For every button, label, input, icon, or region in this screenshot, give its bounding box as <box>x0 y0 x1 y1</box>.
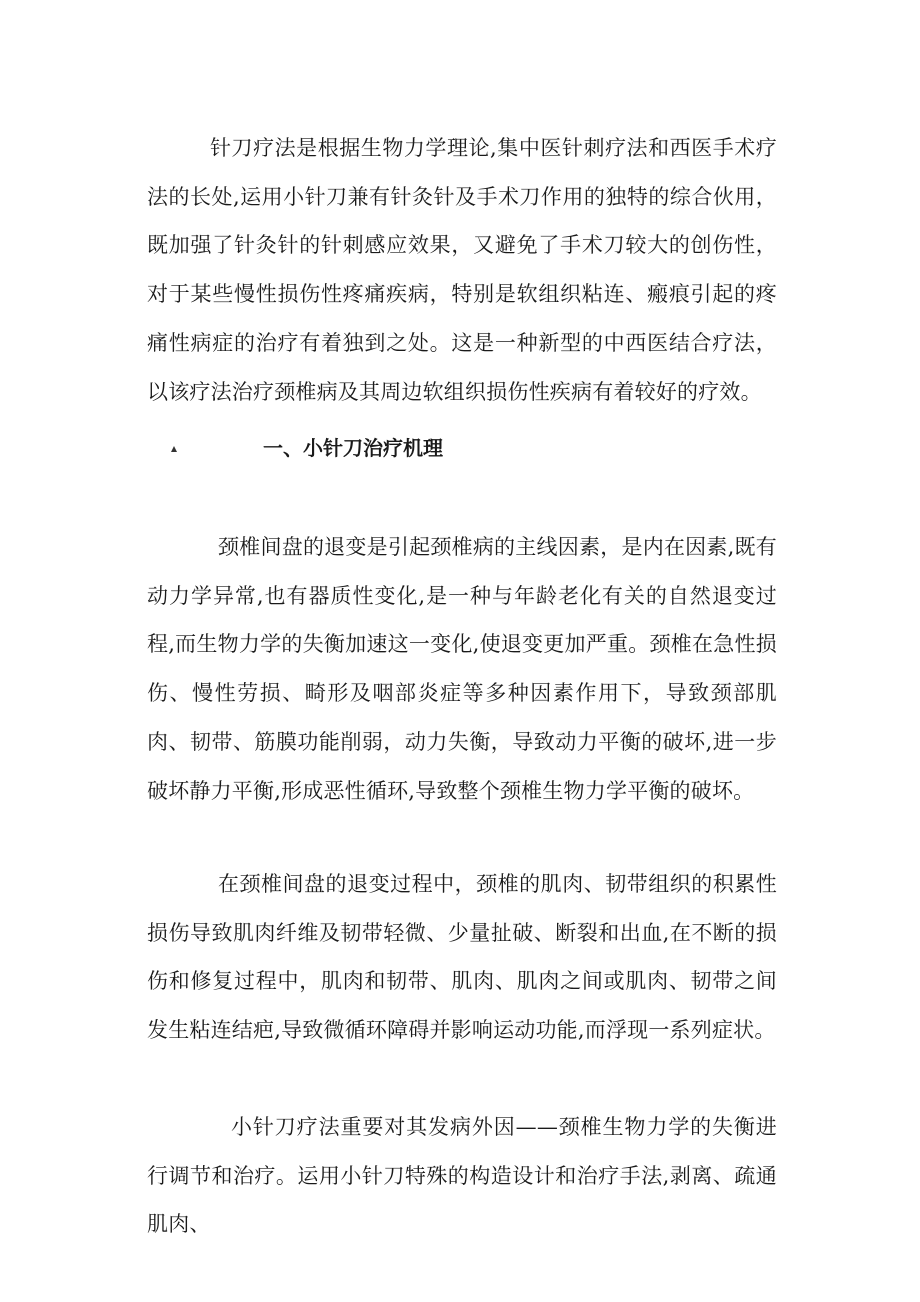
paragraph-intro: 针刀疗法是根据生物力学理论,集中医针刺疗法和西医手术疗法的长处,运用小针刀兼有针灸针及手术刀作用的独特的综合伙用，既加强了针灸针的针刺感应效果，又避免了手术刀较大的创伤性，对于某些慢性损伤性疼痛疾病，特别是软组织粘连、瘢痕引起的疼痛性病症的治疗有着独到之处。这是一种新型的中西医结合疗法，以该疗法治疗颈椎病及其周边软组织损伤性疾病有着较好的疗效。 <box>147 136 777 404</box>
section-heading: 一、小针刀治疗机理 <box>263 436 443 460</box>
bullet-marker-icon <box>171 446 177 452</box>
paragraph-mechanism-2: 在颈椎间盘的退变过程中，颈椎的肌肉、韧带组织的积累性损伤导致肌肉纤维及韧带轻微、少量扯破、断裂和出血,在不断的损伤和修复过程中，肌肉和韧带、肌肉、肌肉之间或肌肉、韧带之间发生粘连结疤,导致微循环障碍并影响运动功能,而浮现一系列症状。 <box>147 872 777 1043</box>
paragraph-mechanism-1: 颈椎间盘的退变是引起颈椎病的主线因素，是内在因素,既有动力学异常,也有器质性变化,是一种与年龄老化有关的自然退变过程,而生物力学的失衡加速这一变化,使退变更加严重。颈椎在急性损伤、慢性劳损、畸形及咽部炎症等多种因素作用下，导致颈部肌肉、韧带、筋膜功能削弱，动力失衡，导致动力平衡的破坏,进一步破坏静力平衡,形成恶性循环,导致整个颈椎生物力学平衡的破坏。 <box>147 535 777 803</box>
paragraph-mechanism-3: 小针刀疗法重要对其发病外因——颈椎生物力学的失衡进行调节和治疗。运用小针刀特殊的构造设计和治疗手法,剥离、疏通肌肉、 <box>147 1115 777 1237</box>
